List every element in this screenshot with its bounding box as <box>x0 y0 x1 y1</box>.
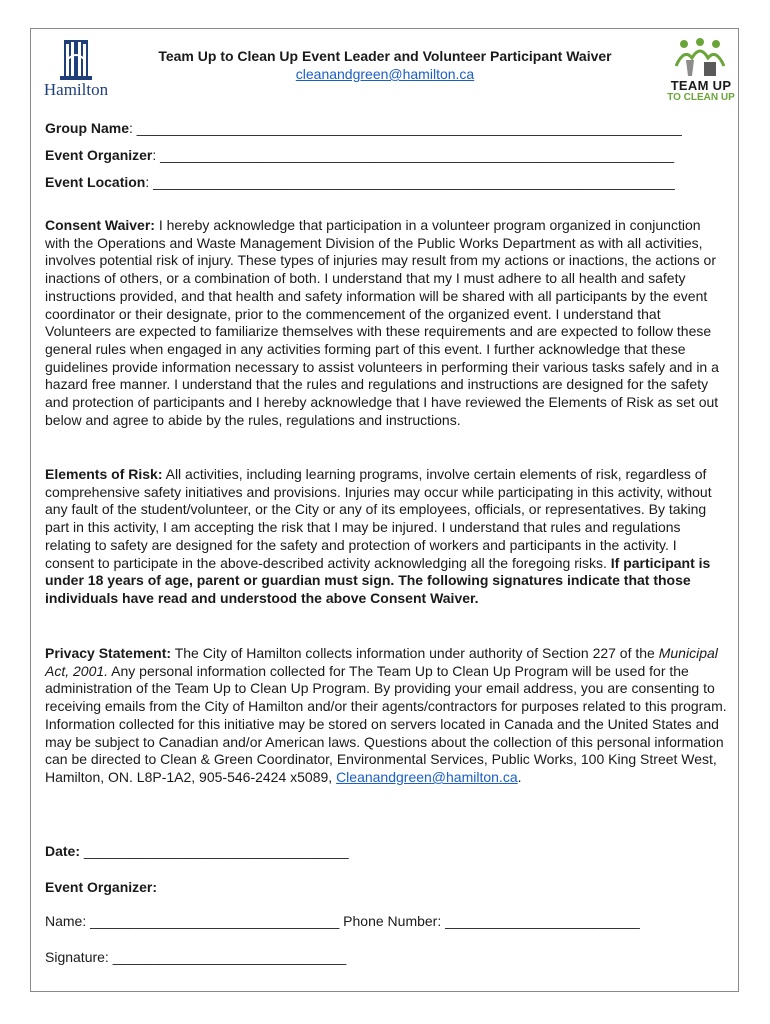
privacy-statement-section <box>45 645 727 787</box>
privacy-statement-heading: Privacy Statement: <box>45 645 172 661</box>
event-organizer-sign-heading: Event Organizer: <box>45 879 158 895</box>
event-organizer-field[interactable] <box>45 146 725 164</box>
team-up-logo-line1: TEAM UP <box>670 78 732 93</box>
privacy-act-name: Municipal Act, 2001. <box>45 645 718 679</box>
group-name-blank[interactable]: : ______________________________________________________________________ <box>129 120 682 136</box>
hamilton-logo-text: Hamilton <box>43 80 109 99</box>
elements-of-risk-text: All activities, including learning programs, involve certain elements of risk, regardless of comprehensive safety initiatives and provisions. Injuries may occur while participating in this activity, without any fault of the student/volunteer, or the City or any of its employees, officials, or representatives. By taking part in this activity, I am accepting the risk that I may be injured. I understand that rules and regulations relating to safety are designed for the safety and protection of workers and participants in the activity. I consent to participate in the above-described activity acknowledging all the foregoing risks. <box>45 466 712 571</box>
event-organizer-label: Event Organizer <box>45 147 153 163</box>
team-up-logo <box>664 36 738 110</box>
elements-of-risk-section <box>45 466 727 608</box>
signature-label: Signature: <box>45 949 109 965</box>
elements-of-risk-bold-text: If participant is under 18 years of age, parent or guardian must sign. The following signatures indicate that those individuals have read and understood the above Consent Waiver. <box>45 554 711 606</box>
group-name-field[interactable] <box>45 119 725 137</box>
header-email-link[interactable]: cleanandgreen@hamilton.ca <box>295 66 475 82</box>
privacy-text-1: The City of Hamilton collects information under authority of Section 227 of the <box>174 645 655 661</box>
event-location-field[interactable] <box>45 173 725 191</box>
signature-blank[interactable]: ______________________________ <box>108 949 347 965</box>
name-blank[interactable]: ________________________________ <box>86 913 340 929</box>
date-blank[interactable]: __________________________________ <box>80 843 349 859</box>
consent-waiver-text: I hereby acknowledge that participation in a volunteer program organized in conjunction with the Operations and Waste Management Division of the Public Works Department as with all activities, involves potential risk of injury. These types of injuries may result from my actions or inactions, the actions or inactions of others, or a combination of both. I understand that my I must adhere to all health and safety instructions provided, and that health and safety information will be shared with all participants by the event coordinator or their designate, prior to the commencement of the organized event. I understand that Volunteers are expected to familiarize themselves with these requirements and are expected to follow these general rules when engaged in any activities forming part of this event. I further acknowledge that these guidelines provide information necessary to assist volunteers in performing their various tasks safely and in a hazard free manner. I understand that the rules and regulations and instructions are designed for the safety and protection of participants and I hereby acknowledge that I have reviewed the Elements of Risk as set out below and agree to abide by the rules, regulations and instructions. <box>45 217 719 428</box>
hamilton-logo <box>38 38 114 102</box>
group-name-label: Group Name <box>45 120 130 136</box>
city-crest-icon <box>38 38 114 82</box>
event-location-blank[interactable]: : ___________________________________________________________________ <box>145 174 675 190</box>
privacy-email-link[interactable]: Cleanandgreen@hamilton.ca <box>336 768 518 785</box>
privacy-text-2: Any personal information collected for The Team Up to Clean Up Program will be used for the administration of the Team Up to Clean Up Program. By providing your email address, you are consenting to receiving emails from the City of Hamilton and/or their agents/contractors for purposes related to this program. Information collected for this initiative may be stored on servers located in Canada and the United States and may be subject to Canadian and/or American laws. Questions about the collection of this personal information can be directed to Clean & Green Coordinator, Environmental Services, Public Works, 100 King Street West, Hamilton, ON. L8P-1A2, 905-546-2424 x5089, <box>45 662 727 785</box>
date-field[interactable] <box>45 842 725 860</box>
consent-waiver-heading: Consent Waiver: <box>45 217 155 233</box>
page-title: Team Up to Clean Up Event Leader and Volunteer Participant Waiver <box>158 48 612 64</box>
event-location-label: Event Location <box>45 174 146 190</box>
consent-waiver-section <box>45 217 727 429</box>
event-organizer-heading <box>45 878 725 896</box>
signature-field[interactable] <box>45 948 725 966</box>
name-phone-field[interactable] <box>45 912 725 930</box>
phone-blank[interactable]: _________________________ <box>441 913 640 929</box>
team-up-logo-line2: TO CLEAN UP <box>667 92 735 103</box>
elements-of-risk-heading: Elements of Risk: <box>45 466 163 482</box>
date-label: Date: <box>45 843 81 859</box>
volunteers-icon <box>664 36 738 80</box>
privacy-end: . <box>517 768 522 785</box>
event-organizer-blank[interactable]: : __________________________________________________________________ <box>152 147 675 163</box>
name-label: Name: <box>45 913 87 929</box>
phone-label: Phone Number: <box>339 913 442 929</box>
